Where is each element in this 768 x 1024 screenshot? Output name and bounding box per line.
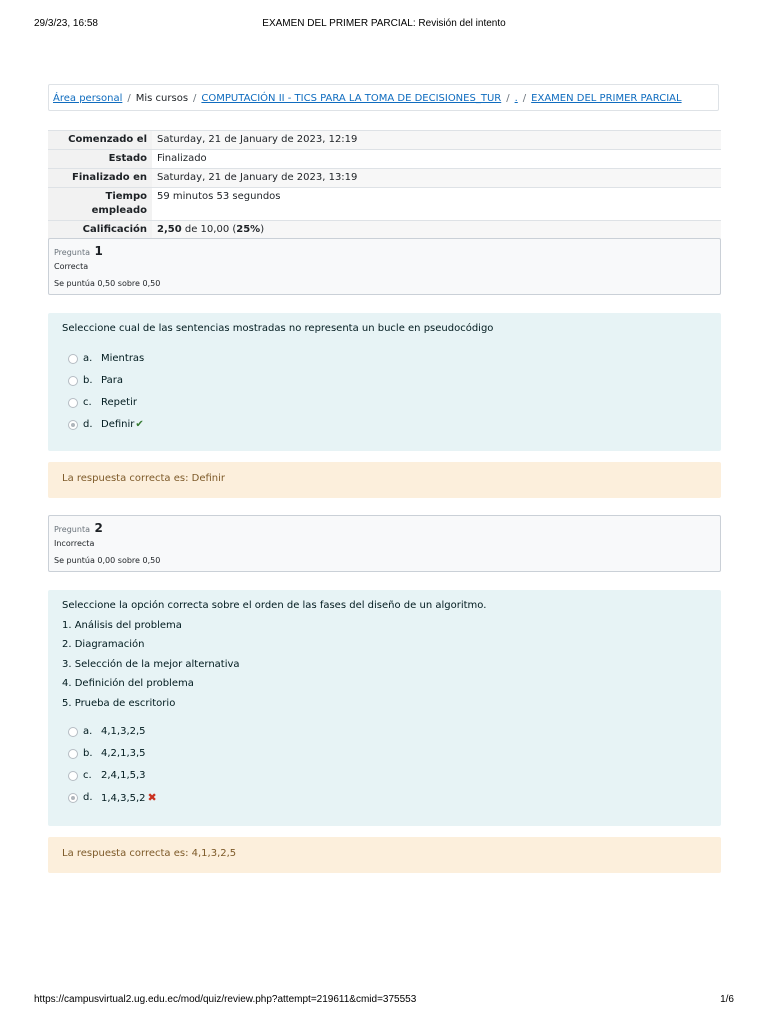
answer-label: 1,4,3,5,2 xyxy=(101,792,146,804)
question-prefix: Pregunta xyxy=(54,248,90,257)
answer-label: 4,2,1,3,5 xyxy=(101,747,146,759)
summary-label: Finalizado en xyxy=(48,169,152,188)
question-prefix: Pregunta xyxy=(54,525,90,534)
breadcrumb-link-area-personal[interactable]: Área personal xyxy=(53,93,123,104)
breadcrumb-link-section[interactable]: . xyxy=(514,93,518,104)
radio-button[interactable] xyxy=(68,354,78,364)
question-grade: Se puntúa 0,00 sobre 0,50 xyxy=(54,556,161,565)
summary-label: Tiempo empleado xyxy=(48,188,152,221)
breadcrumb-separator: / xyxy=(506,93,510,104)
answer-letter: a. xyxy=(83,725,93,737)
breadcrumb-separator: / xyxy=(193,93,197,104)
question-number xyxy=(54,520,715,538)
radio-button[interactable] xyxy=(68,771,78,781)
radio-button-checked[interactable] xyxy=(68,420,78,430)
summary-row-state xyxy=(48,150,721,169)
grade-percent: 25% xyxy=(236,224,261,235)
grade-close: ) xyxy=(260,224,265,235)
print-page-title: EXAMEN DEL PRIMER PARCIAL: Revisión del intento xyxy=(262,18,506,29)
radio-button[interactable] xyxy=(68,749,78,759)
question-state: Incorrecta xyxy=(54,539,95,548)
grade-score: 2,50 xyxy=(157,224,182,235)
answer-option[interactable] xyxy=(62,747,707,769)
answer-letter: b. xyxy=(83,747,93,759)
answer-option[interactable] xyxy=(62,352,707,374)
question-number xyxy=(54,243,715,261)
question-text-line: 3. Selección de la mejor alternativa xyxy=(62,658,240,670)
answer-label: Definir xyxy=(101,419,135,430)
print-page-number: 1/6 xyxy=(720,994,734,1005)
answer-label: Repetir xyxy=(101,397,137,408)
breadcrumb-separator: / xyxy=(127,93,131,104)
print-url: https://campusvirtual2.ug.edu.ec/mod/quiz/review.php?attempt=219611&cmid=375553 xyxy=(34,994,417,1005)
cross-icon: ✖ xyxy=(147,790,157,804)
summary-grade-value xyxy=(152,221,721,240)
answer-option[interactable] xyxy=(62,769,707,791)
summary-value: 59 minutos 53 segundos xyxy=(152,188,721,221)
question-text xyxy=(62,599,707,711)
question-text-line: 5. Prueba de escritorio xyxy=(62,697,176,709)
answer-label-wrapper xyxy=(101,791,157,806)
answer-letter: b. xyxy=(83,375,93,386)
question-grade: Se puntúa 0,50 sobre 0,50 xyxy=(54,279,161,288)
attempt-summary-table xyxy=(48,130,721,240)
summary-label: Calificación xyxy=(48,221,152,240)
answer-letter: a. xyxy=(83,353,93,364)
summary-label: Comenzado el xyxy=(48,131,152,150)
question-2-formulation xyxy=(48,590,721,826)
summary-row-time-taken xyxy=(48,188,721,221)
answer-option[interactable] xyxy=(62,374,707,396)
print-datetime: 29/3/23, 16:58 xyxy=(34,18,98,29)
answer-label-wrapper xyxy=(101,418,144,432)
answer-label: 4,1,3,2,5 xyxy=(101,725,146,737)
question-text xyxy=(62,322,707,336)
question-text-line: Seleccione cual de las sentencias mostradas no representa un bucle en pseudocódigo xyxy=(62,323,494,334)
question-1-formulation xyxy=(48,313,721,451)
summary-row-started xyxy=(48,131,721,150)
radio-button[interactable] xyxy=(68,398,78,408)
breadcrumb xyxy=(48,84,719,111)
summary-row-finished xyxy=(48,169,721,188)
answer-letter: c. xyxy=(83,397,92,408)
question-1-info xyxy=(48,238,721,295)
answer-letter: d. xyxy=(83,791,93,803)
question-state: Correcta xyxy=(54,262,89,271)
question-2-feedback: La respuesta correcta es: 4,1,3,2,5 xyxy=(48,837,721,873)
question-1-feedback: La respuesta correcta es: Definir xyxy=(48,462,721,498)
question-text-line: 2. Diagramación xyxy=(62,639,145,651)
answer-option[interactable] xyxy=(62,725,707,747)
check-icon: ✔ xyxy=(135,419,144,430)
question-2-info xyxy=(48,515,721,572)
answer-list xyxy=(62,352,707,440)
radio-button[interactable] xyxy=(68,376,78,386)
question-text-line: 4. Definición del problema xyxy=(62,678,194,690)
answer-label: Mientras xyxy=(101,353,145,364)
answer-label: Para xyxy=(101,375,123,386)
radio-button-checked[interactable] xyxy=(68,793,78,803)
question-text-line: 1. Análisis del problema xyxy=(62,619,182,631)
summary-label: Estado xyxy=(48,150,152,169)
question-number-value: 2 xyxy=(94,521,103,535)
answer-letter: c. xyxy=(83,769,92,781)
answer-option-selected[interactable] xyxy=(62,791,707,813)
answer-letter: d. xyxy=(83,419,93,430)
question-text-line: Seleccione la opción correcta sobre el orden de las fases del diseño de un algoritmo. xyxy=(62,600,487,611)
breadcrumb-separator: / xyxy=(522,93,527,104)
summary-value: Saturday, 21 de January de 2023, 13:19 xyxy=(152,169,721,188)
print-footer xyxy=(34,994,734,1008)
summary-value: Finalizado xyxy=(152,150,721,169)
question-number-value: 1 xyxy=(94,244,103,258)
breadcrumb-link-exam[interactable]: EXAMEN DEL PRIMER PARCIAL xyxy=(531,93,682,104)
print-header xyxy=(34,18,734,32)
grade-of-text: de 10,00 ( xyxy=(184,224,237,235)
summary-value: Saturday, 21 de January de 2023, 12:19 xyxy=(152,131,721,150)
answer-list xyxy=(62,725,707,813)
answer-option[interactable] xyxy=(62,396,707,418)
answer-label: 2,4,1,5,3 xyxy=(101,769,146,781)
summary-row-grade xyxy=(48,221,721,240)
answer-option-selected[interactable] xyxy=(62,418,707,440)
breadcrumb-link-course[interactable]: COMPUTACIÓN II - TICS PARA LA TOMA DE DECISIONES_TUR xyxy=(201,93,502,104)
radio-button[interactable] xyxy=(68,727,78,737)
breadcrumb-item-mis-cursos: Mis cursos xyxy=(135,93,189,104)
